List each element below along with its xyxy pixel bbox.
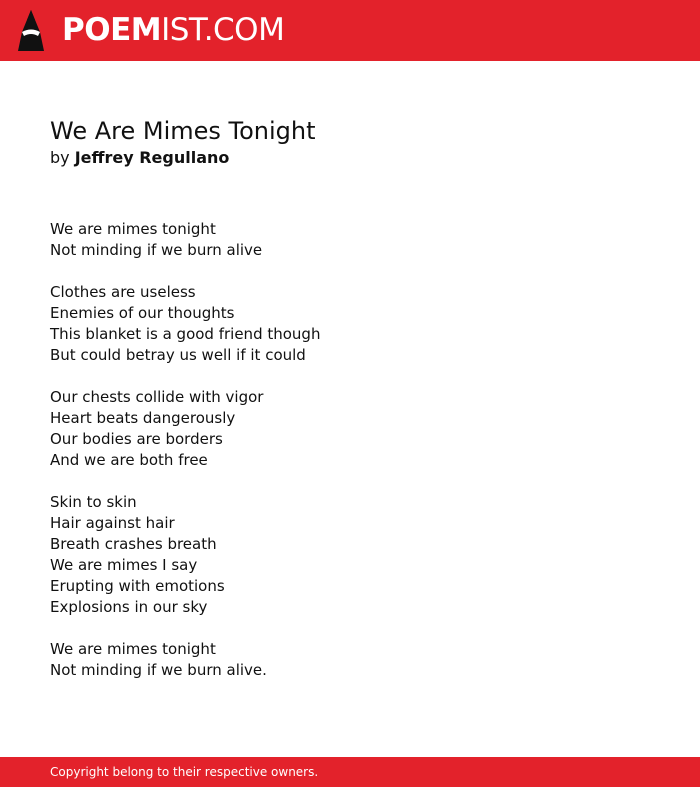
poem-line: Clothes are useless — [50, 283, 196, 301]
poem-line: Our chests collide with vigor — [50, 388, 264, 406]
poem-line: We are mimes tonight — [50, 640, 216, 658]
poem-body — [50, 219, 650, 702]
poem-stanza — [50, 219, 650, 261]
poem-line: But could betray us well if it could — [50, 346, 306, 364]
poem-line: Enemies of our thoughts — [50, 304, 235, 322]
by-label: by — [50, 148, 70, 167]
poem-line: We are mimes tonight — [50, 220, 216, 238]
poem-line: Hair against hair — [50, 514, 175, 532]
poem-line: Skin to skin — [50, 493, 137, 511]
logo-strong-text: POEM — [62, 12, 162, 48]
poem-line: We are mimes I say — [50, 556, 198, 574]
poem-line: Explosions in our sky — [50, 598, 208, 616]
poem-line: Our bodies are borders — [50, 430, 223, 448]
author-name: Jeffrey Regullano — [74, 148, 230, 167]
poem-heading — [50, 115, 650, 169]
copyright-text: Copyright belong to their respective owners. — [50, 765, 319, 779]
poem-line: Breath crashes breath — [50, 535, 217, 553]
poem-line: Heart beats dangerously — [50, 409, 236, 427]
byline — [50, 147, 650, 169]
poem-line: Erupting with emotions — [50, 577, 225, 595]
poem-line: Not minding if we burn alive. — [50, 661, 267, 679]
poem-stanza — [50, 387, 650, 471]
site-header — [0, 0, 700, 61]
poem-line: This blanket is a good friend though — [50, 325, 321, 343]
poem-title: We Are Mimes Tonight — [50, 117, 316, 145]
pencil-icon[interactable] — [18, 10, 44, 51]
poem-stanza — [50, 639, 650, 681]
poem-line: Not minding if we burn alive — [50, 241, 263, 259]
poem-line: And we are both free — [50, 451, 208, 469]
poem-stanza — [50, 282, 650, 366]
poem-stanza — [50, 492, 650, 618]
site-footer — [0, 757, 700, 787]
logo-light-text: IST.COM — [161, 12, 285, 48]
site-logo[interactable] — [62, 11, 284, 49]
